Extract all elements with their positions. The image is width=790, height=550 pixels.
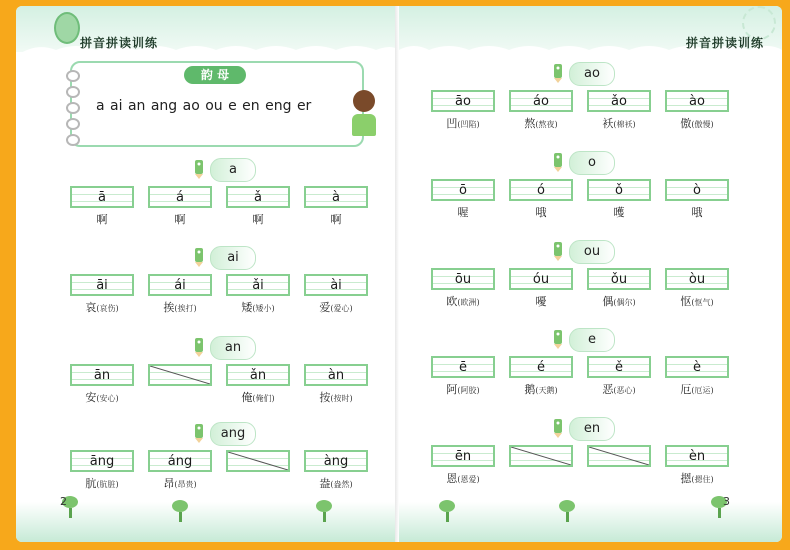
pinyin-text: āi	[96, 278, 108, 293]
pinyin-text: óu	[532, 272, 550, 287]
pinyin-box	[70, 274, 134, 296]
pinyin-box	[70, 450, 134, 472]
character: 恩	[446, 472, 458, 485]
pinyin-box	[587, 90, 651, 112]
pinyin-cell	[509, 179, 573, 220]
pinyin-cell	[509, 445, 573, 470]
example-word: (摁住)	[691, 475, 714, 484]
character: 哀	[85, 301, 97, 314]
example-word: (阿胶)	[457, 386, 480, 395]
character: 啊	[330, 213, 342, 226]
section-heading-label: an	[210, 336, 256, 360]
pinyin-box	[148, 450, 212, 472]
character: 啊	[252, 213, 264, 226]
pencil-icon	[551, 62, 565, 84]
pinyin-text: āo	[455, 94, 471, 109]
pinyin-cell	[431, 268, 495, 309]
pinyin-box	[226, 274, 290, 296]
character: 嚄	[613, 206, 625, 219]
word-caption	[148, 475, 212, 491]
pinyin-text: ǎi	[252, 278, 264, 293]
pinyin-box	[226, 364, 290, 386]
pinyin-box	[148, 186, 212, 208]
pinyin-box	[304, 274, 368, 296]
character: 恶	[602, 383, 614, 396]
section-heading-label: o	[569, 151, 615, 175]
pinyin-text: ái	[174, 278, 186, 293]
pinyin-text: ō	[459, 183, 467, 198]
pinyin-box	[70, 364, 134, 386]
blank-slash	[589, 447, 649, 465]
section-heading-label: ao	[569, 62, 615, 86]
pinyin-box	[148, 274, 212, 296]
word-caption	[665, 293, 729, 309]
pinyin-cell	[70, 450, 134, 491]
word-caption	[148, 299, 212, 315]
character: 厄	[680, 383, 692, 396]
pinyin-box	[431, 90, 495, 112]
word-caption	[587, 293, 651, 309]
girl-illustration	[350, 90, 378, 140]
word-caption	[226, 389, 290, 405]
character: 阿	[446, 383, 458, 396]
tree-icon	[316, 500, 332, 522]
pinyin-cell	[431, 90, 495, 131]
pinyin-box	[587, 268, 651, 290]
pinyin-text: é	[537, 360, 545, 375]
pencil-icon	[192, 336, 206, 358]
pinyin-text: òu	[688, 272, 706, 287]
character: 挨	[163, 301, 175, 314]
pinyin-box	[431, 179, 495, 201]
example-word: (安心)	[96, 394, 119, 403]
pinyin-cell	[665, 445, 729, 486]
pinyin-box	[587, 356, 651, 378]
example-word: (偶尔)	[613, 298, 636, 307]
pinyin-text: á	[176, 190, 184, 205]
example-word: (欧洲)	[457, 298, 480, 307]
pinyin-box	[665, 179, 729, 201]
page-title: 拼音拼读训练	[80, 36, 159, 50]
pinyin-box	[587, 179, 651, 201]
page-number: 3	[723, 495, 730, 508]
pinyin-box	[509, 445, 573, 467]
word-caption	[431, 115, 495, 131]
word-caption	[148, 211, 212, 227]
character: 安	[85, 391, 97, 404]
finals-list: a ai an ang ao ou e en eng er	[96, 98, 312, 114]
pinyin-box	[509, 356, 573, 378]
character: 哦	[535, 206, 547, 219]
word-caption	[304, 475, 368, 491]
example-word: (俺们)	[252, 394, 275, 403]
character: 嚘	[535, 295, 547, 308]
pinyin-box	[509, 268, 573, 290]
pinyin-cell	[304, 364, 368, 405]
character: 哦	[691, 206, 703, 219]
example-word: (按时)	[330, 394, 353, 403]
pinyin-cell	[509, 356, 573, 397]
blank-slash	[511, 447, 571, 465]
pinyin-cell	[148, 450, 212, 491]
word-caption	[665, 204, 729, 220]
pinyin-cell	[148, 274, 212, 315]
word-caption	[304, 211, 368, 227]
left-page	[16, 6, 399, 542]
pinyin-cell	[509, 90, 573, 131]
pinyin-cell	[587, 356, 651, 397]
section-heading-label: en	[569, 417, 615, 441]
pencil-icon	[192, 246, 206, 268]
pinyin-cell	[226, 274, 290, 315]
word-caption	[304, 389, 368, 405]
pinyin-text: ò	[693, 183, 701, 198]
pencil-icon	[551, 240, 565, 262]
character: 爱	[319, 301, 331, 314]
pinyin-cell	[304, 274, 368, 315]
tree-icon	[559, 500, 575, 522]
pinyin-cell	[587, 445, 651, 470]
word-caption	[431, 293, 495, 309]
pinyin-text: ào	[689, 94, 705, 109]
pinyin-cell	[70, 186, 134, 227]
character: 熬	[524, 117, 536, 130]
pinyin-box	[665, 445, 729, 467]
page-number: 2	[60, 495, 67, 508]
pinyin-cell	[148, 364, 212, 389]
pinyin-cell	[431, 179, 495, 220]
example-word: (凹陷)	[457, 120, 480, 129]
character: 矮	[241, 301, 253, 314]
character: 偶	[602, 295, 614, 308]
section-heading-label: ang	[210, 422, 256, 446]
pinyin-cell	[304, 450, 368, 491]
word-caption	[70, 211, 134, 227]
word-caption	[226, 211, 290, 227]
word-caption	[70, 389, 134, 405]
notebook-rings	[66, 70, 80, 136]
pinyin-box	[70, 186, 134, 208]
pinyin-cell	[509, 268, 573, 309]
word-caption	[70, 475, 134, 491]
section-heading-label: e	[569, 328, 615, 352]
section-heading-label: ai	[210, 246, 256, 270]
pinyin-text: āng	[89, 454, 115, 469]
pinyin-text: ē	[459, 360, 467, 375]
pinyin-cell	[226, 364, 290, 405]
word-caption	[431, 204, 495, 220]
pinyin-text: ǎn	[249, 368, 267, 383]
pinyin-text: àng	[323, 454, 349, 469]
character: 喔	[457, 206, 469, 219]
character: 啊	[96, 213, 108, 226]
example-word: (怄气)	[691, 298, 714, 307]
pinyin-box	[431, 356, 495, 378]
example-word: (恶心)	[613, 386, 636, 395]
section-heading-label: a	[210, 158, 256, 182]
word-caption	[431, 470, 495, 486]
word-caption	[665, 470, 729, 486]
example-word: (厄运)	[691, 386, 714, 395]
character: 怄	[680, 295, 692, 308]
pencil-icon	[192, 158, 206, 180]
tree-icon	[172, 500, 188, 522]
character: 凹	[446, 117, 458, 130]
pinyin-box	[226, 186, 290, 208]
pinyin-text: ó	[537, 183, 545, 198]
pinyin-cell	[70, 274, 134, 315]
example-word: (傲慢)	[691, 120, 714, 129]
pinyin-box	[431, 268, 495, 290]
character: 啊	[174, 213, 186, 226]
pinyin-text: áo	[533, 94, 549, 109]
character: 盎	[319, 477, 331, 490]
pinyin-cell	[304, 186, 368, 227]
word-caption	[509, 293, 573, 309]
character: 摁	[680, 472, 692, 485]
pinyin-text: ā	[98, 190, 106, 205]
pinyin-box	[587, 445, 651, 467]
example-word: (挨打)	[174, 304, 197, 313]
character: 欧	[446, 295, 458, 308]
pinyin-box	[665, 356, 729, 378]
pinyin-box	[431, 445, 495, 467]
pinyin-cell	[587, 90, 651, 131]
word-caption	[509, 115, 573, 131]
blank-slash	[228, 452, 288, 470]
pinyin-cell	[431, 445, 495, 486]
pinyin-cell	[665, 356, 729, 397]
pinyin-cell	[70, 364, 134, 405]
pinyin-box	[509, 179, 573, 201]
character: 俺	[241, 391, 253, 404]
yunmu-tag: 韵 母	[184, 66, 246, 84]
character: 傲	[680, 117, 692, 130]
word-caption	[587, 115, 651, 131]
pinyin-text: ǎ	[254, 190, 262, 205]
pinyin-box	[665, 90, 729, 112]
example-word: (昂贵)	[174, 480, 197, 489]
section-heading-label: ou	[569, 240, 615, 264]
pinyin-box	[148, 364, 212, 386]
pinyin-cell	[226, 186, 290, 227]
example-word: (天鹅)	[535, 386, 558, 395]
pinyin-text: ǒ	[615, 183, 623, 198]
example-word: (肮脏)	[96, 480, 119, 489]
example-word: (盎然)	[330, 480, 353, 489]
character: 袄	[602, 117, 614, 130]
pinyin-cell	[587, 179, 651, 220]
character: 肮	[85, 477, 97, 490]
word-caption	[226, 299, 290, 315]
pinyin-text: ōu	[454, 272, 472, 287]
pinyin-cell	[665, 90, 729, 131]
page-title: 拼音拼读训练	[685, 36, 764, 50]
pinyin-box	[509, 90, 573, 112]
pinyin-text: áng	[167, 454, 193, 469]
example-word: (哀伤)	[96, 304, 119, 313]
pinyin-text: ēn	[454, 449, 472, 464]
pinyin-box	[226, 450, 290, 472]
pinyin-cell	[148, 186, 212, 227]
pencil-icon	[551, 417, 565, 439]
pinyin-text: àn	[327, 368, 345, 383]
character: 鹅	[524, 383, 536, 396]
pinyin-box	[304, 364, 368, 386]
pencil-icon	[551, 328, 565, 350]
pinyin-cell	[665, 179, 729, 220]
example-word: (恩爱)	[457, 475, 480, 484]
pinyin-text: è	[693, 360, 701, 375]
pinyin-cell	[226, 450, 290, 475]
word-caption	[665, 381, 729, 397]
pinyin-text: èn	[688, 449, 706, 464]
pinyin-text: ài	[330, 278, 342, 293]
pinyin-cell	[587, 268, 651, 309]
word-caption	[509, 204, 573, 220]
pinyin-text: à	[332, 190, 340, 205]
word-caption	[587, 204, 651, 220]
example-word: (熬夜)	[535, 120, 558, 129]
word-caption	[70, 299, 134, 315]
pinyin-cell	[431, 356, 495, 397]
pinyin-text: ān	[93, 368, 111, 383]
word-caption	[304, 299, 368, 315]
word-caption	[431, 381, 495, 397]
cloud-wave	[16, 42, 399, 56]
word-caption	[509, 381, 573, 397]
example-word: (爱心)	[330, 304, 353, 313]
word-caption	[665, 115, 729, 131]
pinyin-box	[665, 268, 729, 290]
pinyin-text: ǎo	[611, 94, 627, 109]
tree-icon	[439, 500, 455, 522]
pencil-icon	[192, 422, 206, 444]
example-word: (矮小)	[252, 304, 275, 313]
blank-slash	[150, 366, 210, 384]
example-word: (棉袄)	[613, 120, 636, 129]
pinyin-text: ǒu	[610, 272, 628, 287]
pinyin-box	[304, 450, 368, 472]
pinyin-text: ě	[615, 360, 623, 375]
right-page	[399, 6, 782, 542]
pencil-icon	[551, 151, 565, 173]
pinyin-box	[304, 186, 368, 208]
character: 昂	[163, 477, 175, 490]
character: 按	[319, 391, 331, 404]
balloon-icon	[54, 12, 80, 44]
word-caption	[587, 381, 651, 397]
pinyin-cell	[665, 268, 729, 309]
